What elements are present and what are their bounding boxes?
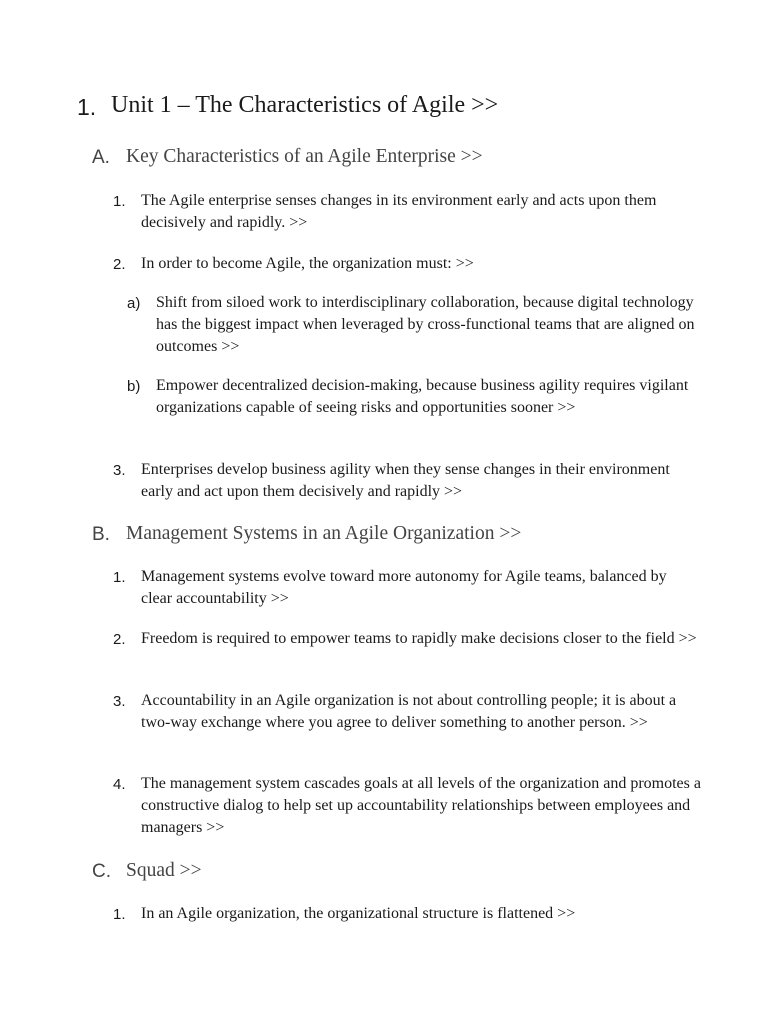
section-letter: C. — [92, 861, 111, 882]
sub-list-text: Shift from siloed work to interdisciplinary collaboration, because digital technology has the biggest impact when leveraged by cross-functional teams that are aligned on outcomes >> — [156, 294, 695, 355]
section-title: Key Characteristics of an Agile Enterprise >> — [126, 146, 483, 167]
list-number: 1. — [113, 569, 126, 586]
list-number: 2. — [113, 256, 126, 273]
list-text: Management systems evolve toward more autonomy for Agile teams, balanced by clear accountability >> — [141, 568, 667, 607]
section-title: Squad >> — [126, 860, 202, 881]
list-text: In order to become Agile, the organization must: >> — [141, 255, 474, 272]
sub-list-letter: a) — [127, 295, 141, 312]
list-number: 3. — [113, 462, 126, 479]
list-number: 2. — [113, 631, 126, 648]
section-letter: A. — [92, 147, 110, 168]
unit-title: Unit 1 – The Characteristics of Agile >> — [111, 92, 499, 118]
list-text: Enterprises develop business agility when they sense changes in their environment early and act upon them decisively and rapidly >> — [141, 461, 670, 500]
list-text: The management system cascades goals at all levels of the organization and promotes a constructive dialog to help set up accountability relationships between employees and managers >> — [141, 775, 701, 836]
list-text: The Agile enterprise senses changes in its environment early and acts upon them decisively and rapidly. >> — [141, 192, 657, 231]
list-text: Accountability in an Agile organization is not about controlling people; it is about a two-way exchange where you agree to deliver something to another person. >> — [141, 692, 677, 731]
sub-list-letter: b) — [127, 378, 141, 395]
list-number: 1. — [113, 193, 126, 210]
list-number: 4. — [113, 776, 126, 793]
list-number: 3. — [113, 693, 126, 710]
sub-list-text: Empower decentralized decision-making, because business agility requires vigilant organizations capable of seeing risks and opportunities sooner >> — [156, 377, 689, 416]
list-number: 1. — [113, 906, 126, 923]
list-text: Freedom is required to empower teams to rapidly make decisions closer to the field >> — [141, 630, 697, 647]
section-letter: B. — [92, 524, 110, 545]
unit-number: 1. — [77, 94, 97, 120]
section-title: Management Systems in an Agile Organization >> — [126, 523, 522, 544]
list-text: In an Agile organization, the organizational structure is flattened >> — [141, 905, 576, 922]
